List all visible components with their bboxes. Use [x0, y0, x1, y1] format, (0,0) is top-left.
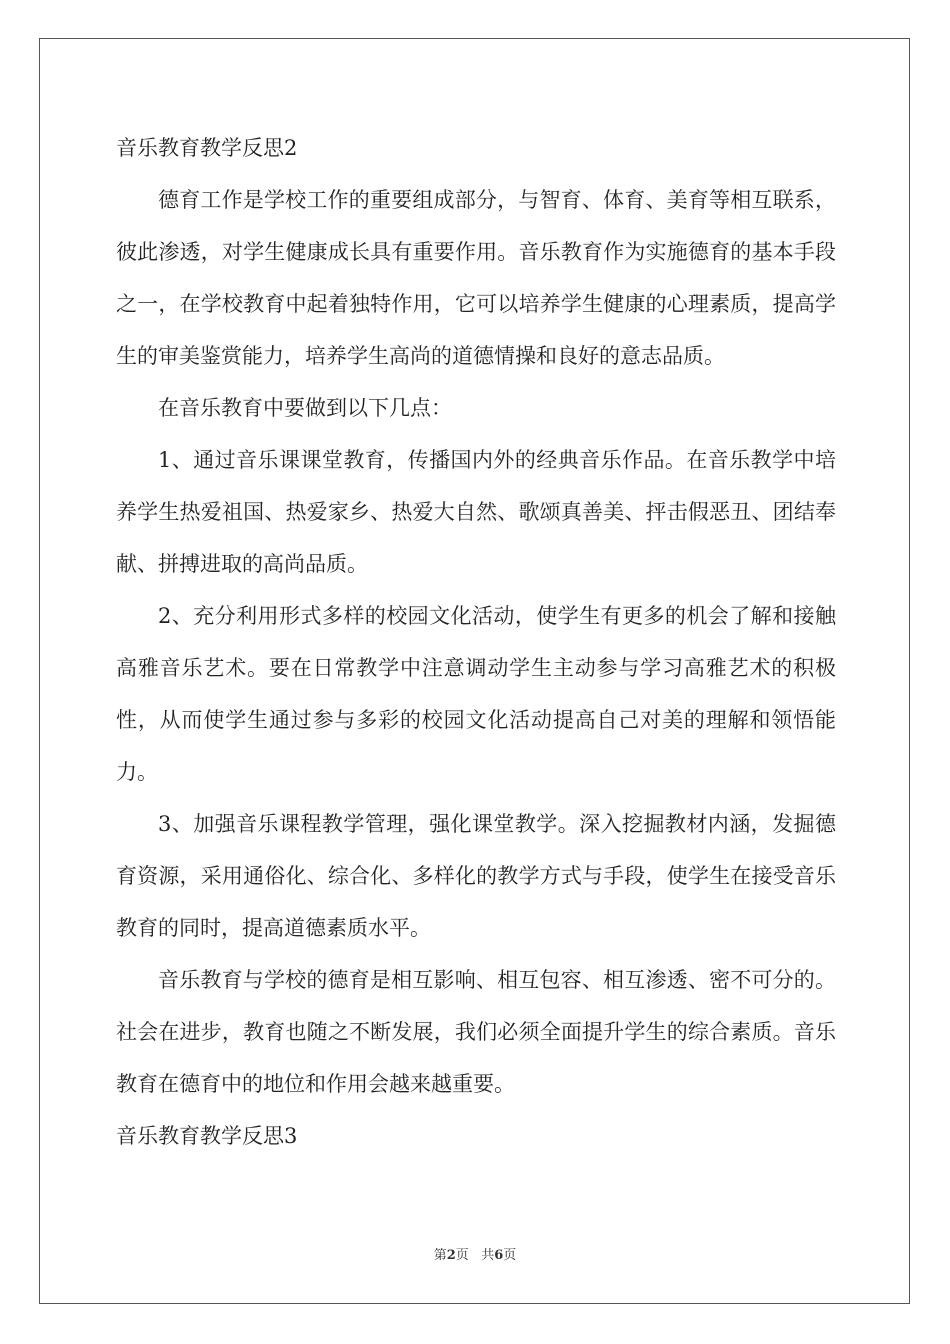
- paragraph-point-1: 1、通过音乐课课堂教育，传播国内外的经典音乐作品。在音乐教学中培养学生热爱祖国、热爱家乡、热爱大自然、歌颂真善美、抨击假恶丑、团结奉献、拼搏进取的高尚品质。: [116, 448, 836, 576]
- section-heading-3: 音乐教育教学反思3: [116, 1124, 298, 1148]
- section-heading-2: 音乐教育教学反思2: [116, 136, 298, 160]
- footer-middle: 页 共: [455, 1248, 495, 1263]
- page-footer: [0, 1244, 950, 1263]
- paragraph-intro: 德育工作是学校工作的重要组成部分，与智育、体育、美育等相互联系，彼此渗透，对学生健康成长具有重要作用。音乐教育作为实施德育的基本手段之一，在学校教育中起着独特作用，它可以培养学生健康的心理素质，提高学生的审美鉴赏能力，培养学生高尚的道德情操和良好的意志品质。: [116, 188, 836, 368]
- footer-prefix: 第: [433, 1248, 447, 1263]
- footer-current-page: 2: [446, 1248, 456, 1263]
- document-body: [116, 122, 836, 1162]
- footer-suffix: 页: [503, 1248, 517, 1263]
- footer-total-pages: 6: [494, 1248, 504, 1263]
- paragraph-point-2: 2、充分利用形式多样的校园文化活动，使学生有更多的机会了解和接触高雅音乐艺术。要在日常教学中注意调动学生主动参与学习高雅艺术的积极性，从而使学生通过参与多彩的校园文化活动提高自己对美的理解和领悟能力。: [116, 604, 836, 784]
- paragraph-point-3: 3、加强音乐课程教学管理，强化课堂教学。深入挖掘教材内涵，发掘德育资源，采用通俗化、综合化、多样化的教学方式与手段，使学生在接受音乐教育的同时，提高道德素质水平。: [116, 812, 836, 940]
- paragraph-conclusion: 音乐教育与学校的德育是相互影响、相互包容、相互渗透、密不可分的。社会在进步，教育也随之不断发展，我们必须全面提升学生的综合素质。音乐教育在德育中的地位和作用会越来越重要。: [116, 968, 836, 1096]
- paragraph-points-lead: 在音乐教育中要做到以下几点：: [158, 396, 452, 420]
